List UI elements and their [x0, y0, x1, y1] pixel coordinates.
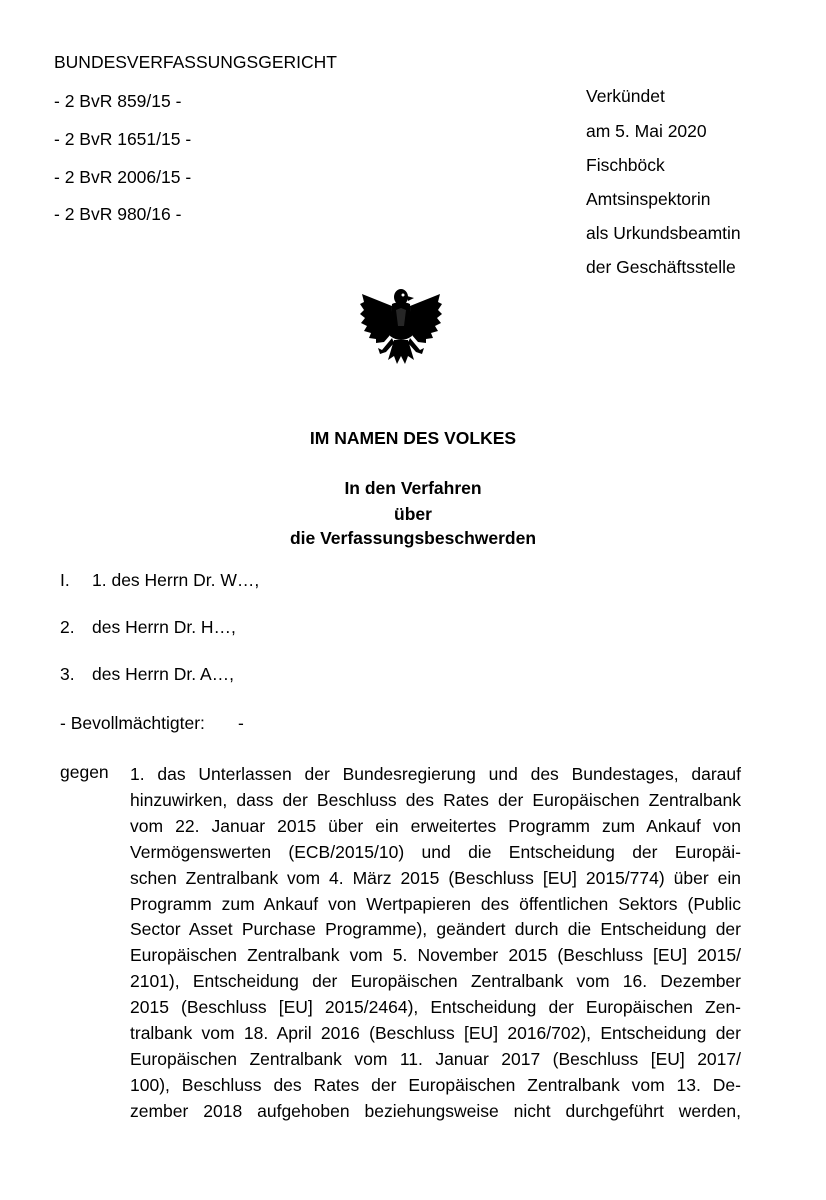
federal-eagle-icon	[358, 286, 444, 370]
announcement-line: Verkündet	[586, 86, 665, 106]
paragraph-line: vom 22. Januar 2015 über ein erweitertes Programm zum Ankauf von	[130, 815, 741, 836]
case-number: - 2 BvR 1651/15 -	[54, 129, 192, 149]
against-label: gegen	[60, 762, 109, 782]
case-number: - 2 BvR 980/16 -	[54, 204, 182, 224]
against-paragraph	[130, 762, 741, 1125]
paragraph-line: hinzuwirken, dass der Beschluss des Rates der Europäischen Zentralbank	[130, 789, 741, 810]
paragraph-line: Programm zum Ankauf von Wertpapieren des öffentlichen Sektors (Public	[130, 893, 741, 914]
representative-value: -	[238, 713, 244, 733]
court-name: BUNDESVERFASSUNGSGERICHT	[54, 52, 337, 72]
announcement-line: der Geschäftsstelle	[586, 257, 736, 277]
paragraph-line: zember 2018 aufgehoben beziehungsweise nicht durchgeführt werden,	[130, 1100, 741, 1121]
party-number: I.	[60, 570, 70, 590]
proceedings-heading: über	[394, 504, 432, 524]
party-name: des Herrn Dr. A…,	[92, 664, 234, 684]
in-the-name-heading: IM NAMEN DES VOLKES	[309, 428, 517, 448]
paragraph-line: 2015 (Beschluss [EU] 2015/2464), Entscheidung der Europäischen Zen-	[130, 997, 741, 1018]
paragraph-line: 100), Beschluss des Rates der Europäischen Zentralbank vom 13. De-	[130, 1074, 741, 1095]
paragraph-line: Europäischen Zentralbank vom 11. Januar 2017 (Beschluss [EU] 2017/	[130, 1048, 741, 1069]
paragraph-line: Europäischen Zentralbank vom 5. November 2015 (Beschluss [EU] 2015/	[130, 945, 741, 966]
paragraph-line: 1. das Unterlassen der Bundesregierung und des Bundestages, darauf	[130, 764, 741, 784]
representative-label: - Bevollmächtigter:	[60, 713, 205, 733]
announcement-line: als Urkundsbeamtin	[586, 223, 741, 243]
case-number: - 2 BvR 859/15 -	[54, 91, 182, 111]
paragraph-line: 2101), Entscheidung der Europäischen Zentralbank vom 16. Dezember	[130, 971, 741, 992]
party-name: 1. des Herrn Dr. W…,	[92, 570, 260, 590]
paragraph-line: schen Zentralbank vom 4. März 2015 (Beschluss [EU] 2015/774) über ein	[130, 867, 741, 888]
paragraph-line: tralbank vom 18. April 2016 (Beschluss [EU] 2016/702), Entscheidung der	[130, 1023, 741, 1044]
case-number: - 2 BvR 2006/15 -	[54, 167, 192, 187]
announcement-date: am 5. Mai 2020	[586, 121, 707, 141]
paragraph-line: Sector Asset Purchase Programme), geändert durch die Entscheidung der	[130, 919, 741, 940]
paragraph-line: Vermögenswerten (ECB/2015/10) und die Entscheidung der Europäi-	[130, 841, 741, 862]
proceedings-heading: In den Verfahren	[344, 478, 482, 498]
announcement-line: Fischböck	[586, 155, 665, 175]
proceedings-heading: die Verfassungsbeschwerden	[289, 528, 537, 548]
party-number: 2.	[60, 617, 75, 637]
party-number: 3.	[60, 664, 75, 684]
announcement-line: Amtsinspektorin	[586, 189, 711, 209]
party-name: des Herrn Dr. H…,	[92, 617, 236, 637]
